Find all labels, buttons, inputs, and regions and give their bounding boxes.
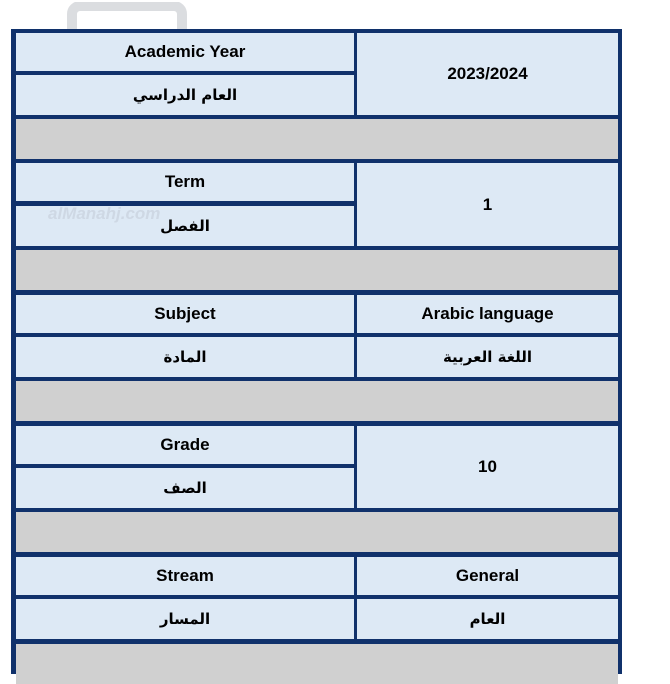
separator-row	[16, 381, 618, 421]
subject-value-ar: اللغة العربية	[357, 337, 618, 377]
separator-row	[16, 644, 618, 684]
grade-value: 10	[357, 426, 618, 508]
stream-value-en: General	[357, 557, 618, 595]
academic-year-label-ar: العام الدراسي	[16, 75, 354, 115]
separator-row	[16, 512, 618, 552]
separator-row	[16, 250, 618, 290]
term-value: 1	[357, 163, 618, 246]
term-label-en: Term	[16, 163, 354, 201]
stream-label-en: Stream	[16, 557, 354, 595]
stream-label-ar: المسار	[16, 599, 354, 639]
watermark-text: alManahj.com	[48, 204, 161, 223]
term-label-ar: الفصل	[16, 206, 354, 246]
academic-year-value: 2023/2024	[357, 33, 618, 115]
subject-label-en: Subject	[16, 295, 354, 333]
grade-label-en: Grade	[16, 426, 354, 464]
stream-value-ar: العام	[357, 599, 618, 639]
info-table	[11, 29, 622, 674]
academic-year-label-en: Academic Year	[16, 33, 354, 71]
separator-row	[16, 119, 618, 159]
subject-label-ar: المادة	[16, 337, 354, 377]
subject-value-en: Arabic language	[357, 295, 618, 333]
grade-label-ar: الصف	[16, 468, 354, 508]
